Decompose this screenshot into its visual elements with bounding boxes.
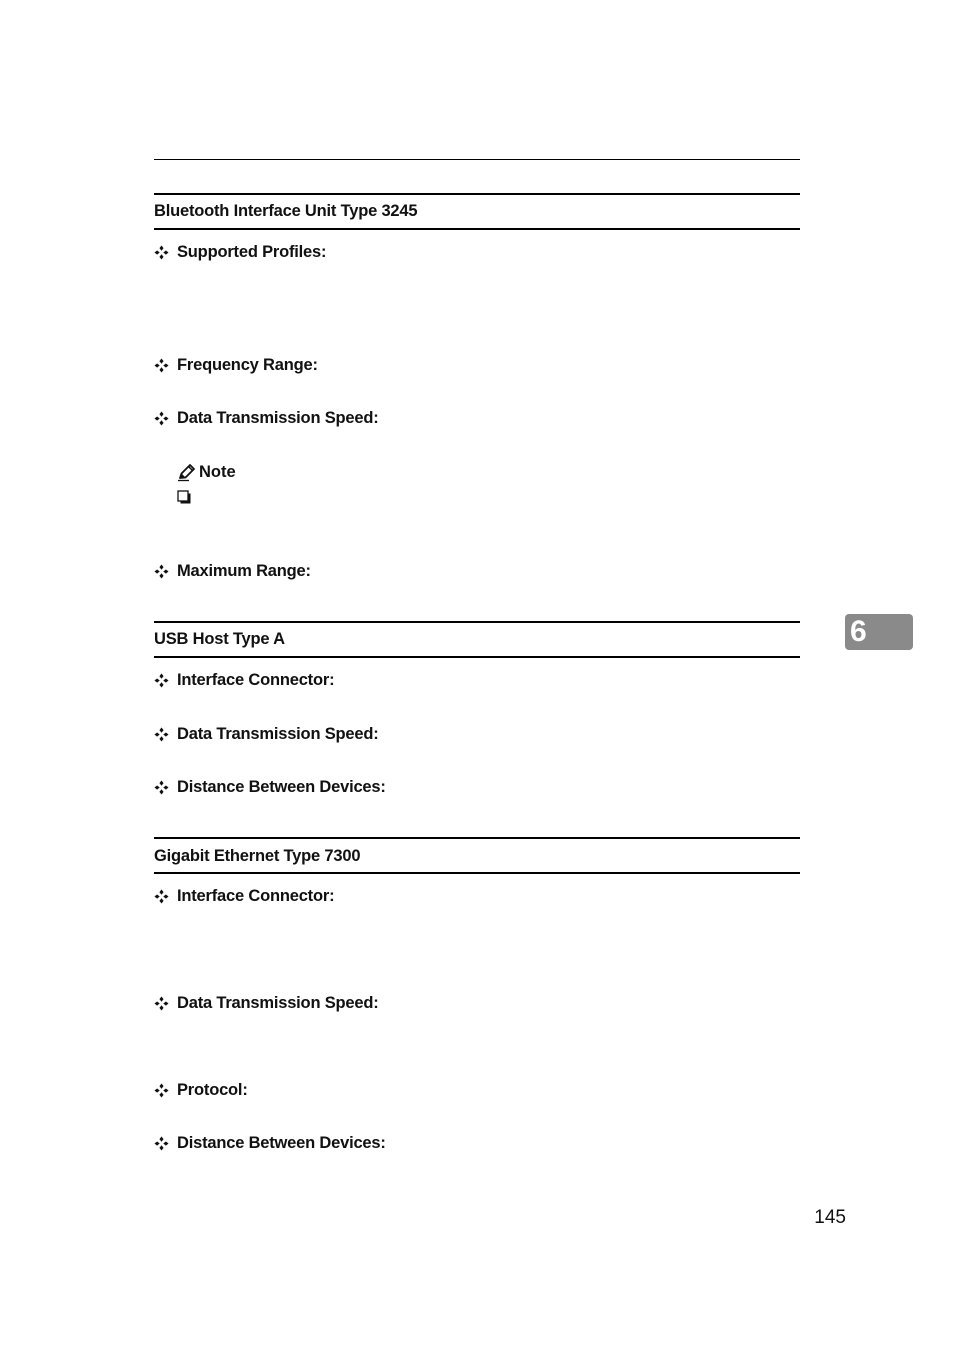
- diamond-bullet-icon: [154, 673, 169, 688]
- section-rule-bottom: [154, 656, 800, 658]
- spec-label: Maximum Range:: [177, 561, 311, 580]
- spec-item-data-transmission-speed: [154, 723, 379, 745]
- section-rule-bottom: [154, 228, 800, 230]
- spec-label: Interface Connector:: [177, 886, 335, 905]
- section-rule-top: [154, 837, 800, 839]
- spec-label: Distance Between Devices:: [177, 777, 386, 796]
- diamond-bullet-icon: [154, 727, 169, 742]
- section-title-gigabit-ethernet: Gigabit Ethernet Type 7300: [154, 847, 361, 865]
- spec-label: Interface Connector:: [177, 670, 335, 689]
- diamond-bullet-icon: [154, 358, 169, 373]
- diamond-bullet-icon: [154, 780, 169, 795]
- spec-label: Frequency Range:: [177, 355, 318, 374]
- spec-label: Supported Profiles:: [177, 242, 327, 261]
- diamond-bullet-icon: [154, 564, 169, 579]
- spec-item-maximum-range: [154, 560, 311, 582]
- section-rule-bottom: [154, 872, 800, 874]
- chapter-number: 6: [850, 615, 866, 648]
- spec-label: Distance Between Devices:: [177, 1133, 386, 1152]
- spec-item-supported-profiles: [154, 241, 326, 263]
- diamond-bullet-icon: [154, 996, 169, 1011]
- diamond-bullet-icon: [154, 1136, 169, 1151]
- diamond-bullet-icon: [154, 1083, 169, 1098]
- spec-label: Protocol:: [177, 1080, 248, 1099]
- spec-item-data-transmission-speed: [154, 407, 379, 429]
- spec-item-distance-between-devices: [154, 1132, 386, 1154]
- spec-item-frequency-range: [154, 354, 318, 376]
- spec-item-data-transmission-speed: [154, 992, 379, 1014]
- pencil-icon: [177, 462, 197, 482]
- diamond-bullet-icon: [154, 889, 169, 904]
- spec-label: Data Transmission Speed:: [177, 724, 379, 743]
- spec-label: Data Transmission Speed:: [177, 993, 379, 1012]
- diamond-bullet-icon: [154, 411, 169, 426]
- note-heading: [177, 462, 236, 482]
- diamond-bullet-icon: [154, 245, 169, 260]
- page-number: 145: [814, 1207, 846, 1228]
- note-label: Note: [199, 462, 236, 481]
- chapter-tab: [845, 614, 913, 650]
- header-rule: [154, 159, 800, 160]
- spec-item-interface-connector: [154, 669, 334, 691]
- spec-label: Data Transmission Speed:: [177, 408, 379, 427]
- section-title-usb: USB Host Type A: [154, 630, 285, 648]
- checkbox-bullet-icon: [177, 490, 191, 504]
- section-rule-top: [154, 193, 800, 195]
- spec-item-protocol: [154, 1079, 248, 1101]
- spec-item-interface-connector: [154, 885, 334, 907]
- section-title-bluetooth: Bluetooth Interface Unit Type 3245: [154, 202, 418, 220]
- spec-item-distance-between-devices: [154, 776, 386, 798]
- section-rule-top: [154, 621, 800, 623]
